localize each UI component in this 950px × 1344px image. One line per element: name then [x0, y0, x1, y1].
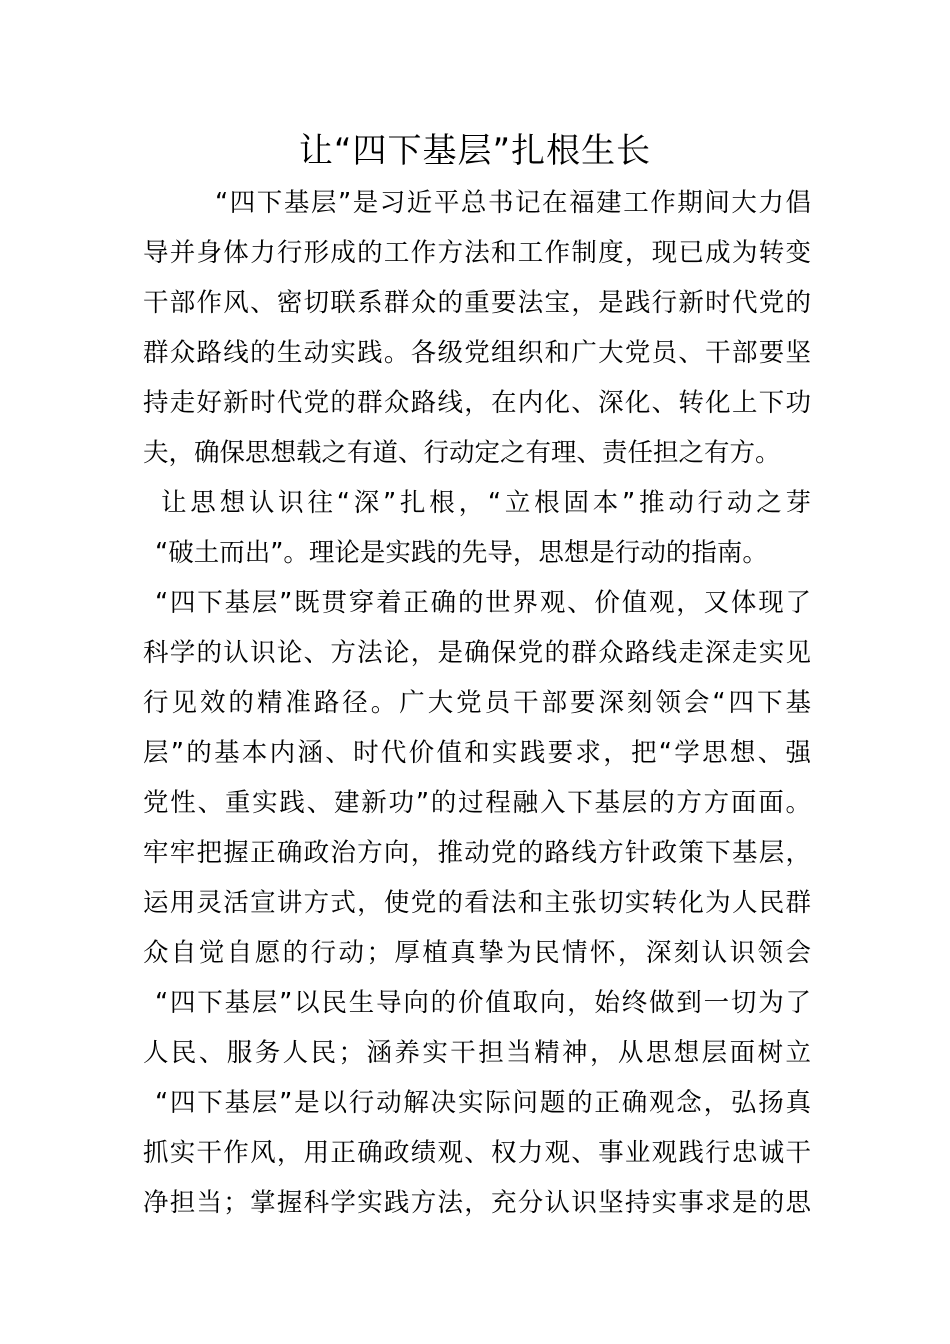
text-line: “破土而出”。理论是实践的先导，思想是行动的指南。	[155, 538, 768, 568]
text-line: 人民、服务人民；涵养实干担当精神，从思想层面树立	[143, 1038, 811, 1068]
text-line: 运用灵活宣讲方式，使党的看法和主张切实转化为人民群	[143, 888, 811, 918]
text-line: 群众路线的生动实践。各级党组织和广大党员、干部要坚	[143, 338, 811, 368]
text-line: “四下基层”是以行动解决实际问题的正确观念，弘扬真	[155, 1088, 811, 1118]
text-line: 牢牢把握正确政治方向，推动党的路线方针政策下基层，	[143, 838, 811, 868]
text-line: 导并身体力行形成的工作方法和工作制度，现已成为转变	[143, 238, 811, 268]
article-title: 让“四下基层”扎根生长	[298, 131, 652, 171]
text-line: 夫，确保思想载之有道、行动定之有理、责任担之有方。	[143, 438, 781, 468]
text-line: 行见效的精准路径。广大党员干部要深刻领会“四下基	[143, 688, 811, 718]
text-line: “四下基层”是习近平总书记在福建工作期间大力倡	[215, 188, 811, 218]
text-line: 让思想认识往“深”扎根，“立根固本”推动行动之芽	[161, 488, 811, 518]
text-line: 净担当；掌握科学实践方法，充分认识坚持实事求是的思	[143, 1188, 811, 1218]
text-line: “四下基层”以民生导向的价值取向，始终做到一切为了	[155, 988, 811, 1018]
text-line: 干部作风、密切联系群众的重要法宝，是践行新时代党的	[143, 288, 811, 318]
text-line: 党性、重实践、建新功”的过程融入下基层的方方面面。	[143, 788, 811, 818]
text-line: 科学的认识论、方法论，是确保党的群众路线走深走实见	[143, 638, 811, 668]
text-line: 众自觉自愿的行动；厚植真挚为民情怀，深刻认识领会	[143, 938, 811, 968]
text-line: 抓实干作风，用正确政绩观、权力观、事业观践行忠诚干	[143, 1138, 811, 1168]
text-line: 持走好新时代党的群众路线，在内化、深化、转化上下功	[143, 388, 811, 418]
text-line: “四下基层”既贯穿着正确的世界观、价值观，又体现了	[155, 588, 811, 618]
article-body	[143, 178, 811, 1228]
text-line: 层”的基本内涵、时代价值和实践要求，把“学思想、强	[143, 738, 811, 768]
